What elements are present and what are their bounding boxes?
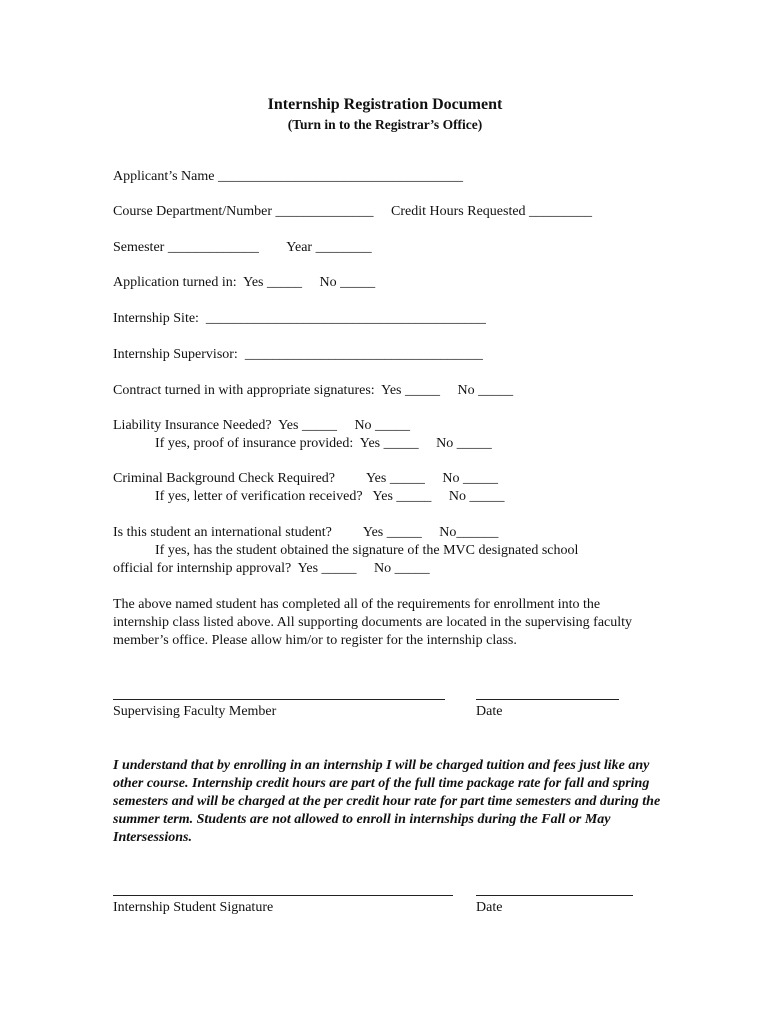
faculty-date-line[interactable] [476, 699, 619, 700]
faculty-signature-label: Supervising Faculty Member [113, 704, 277, 719]
internship-supervisor-field[interactable]: Internship Supervisor: __________________________________ [113, 347, 483, 362]
international-student-field[interactable]: Is this student an international student? Yes _____ No______ [113, 525, 499, 540]
tuition-notice: I understand that by enrolling in an internship I will be charged tuition and fees just like any other course. Internship credit hours are part of the full time package rate for fall and spring semesters and will be charged at the per credit hour rate for part time semesters and during the summer term. Students are not allowed to enroll in internships during the Fall or May Intersessions. [113, 758, 661, 845]
background-check-field[interactable]: Criminal Background Check Required? Yes _____ No _____ [113, 471, 498, 486]
document-title: Internship Registration Document [267, 96, 503, 113]
verification-letter-field[interactable]: If yes, letter of verification received? Yes _____ No _____ [113, 489, 505, 504]
document-subtitle: (Turn in to the Registrar’s Office) [287, 117, 483, 132]
completion-statement: The above named student has completed all of the requirements for enrollment into the internship class listed above. All supporting documents are located in the supervising faculty member’s office. Please allow him/or to register for the internship class. [113, 597, 633, 648]
international-signature-question: If yes, has the student obtained the signature of the MVC designated school [113, 543, 579, 558]
applicant-name-field[interactable]: Applicant’s Name ___________________________________ [113, 169, 463, 184]
student-signature-label: Internship Student Signature [113, 900, 274, 915]
student-date-line[interactable] [476, 895, 633, 896]
insurance-proof-field[interactable]: If yes, proof of insurance provided: Yes _____ No _____ [113, 436, 492, 451]
semester-year-field[interactable]: Semester _____________ Year ________ [113, 240, 372, 255]
liability-insurance-field[interactable]: Liability Insurance Needed? Yes _____ No _____ [113, 418, 411, 433]
internship-site-field[interactable]: Internship Site: ________________________________________ [113, 311, 486, 326]
student-date-label: Date [476, 900, 503, 915]
student-signature-line[interactable] [113, 895, 453, 896]
course-credit-field[interactable]: Course Department/Number ______________ Credit Hours Requested _________ [113, 204, 593, 219]
faculty-signature-line[interactable] [113, 699, 445, 700]
contract-signatures-field[interactable]: Contract turned in with appropriate signatures: Yes _____ No _____ [113, 383, 514, 398]
international-approval-field[interactable]: official for internship approval? Yes _____ No _____ [113, 561, 430, 576]
application-turned-in-field[interactable]: Application turned in: Yes _____ No _____ [113, 275, 376, 290]
faculty-date-label: Date [476, 704, 503, 719]
